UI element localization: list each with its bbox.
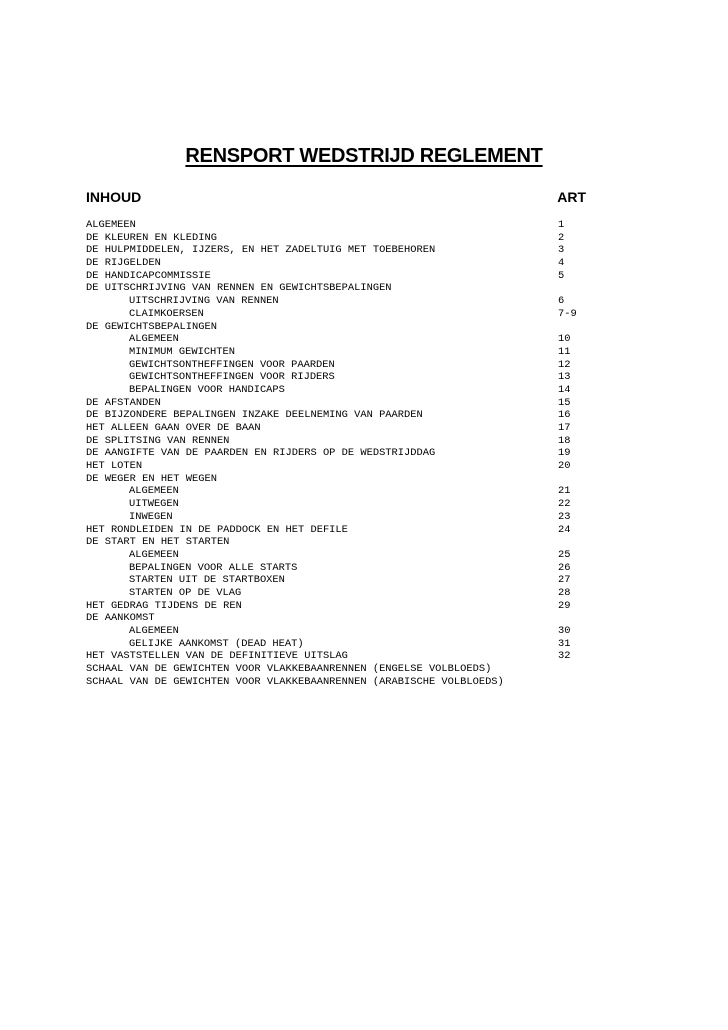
toc-entry-label: DE KLEUREN EN KLEDING bbox=[86, 231, 217, 244]
toc-entry bbox=[86, 359, 582, 372]
toc-entry-article: 15 bbox=[558, 396, 571, 409]
toc-entry bbox=[86, 625, 582, 638]
toc-entry-article: 27 bbox=[558, 574, 571, 587]
toc-entry bbox=[86, 638, 582, 651]
toc-entry-label: DE HANDICAPCOMMISSIE bbox=[86, 269, 211, 282]
toc-entry-article: 3 bbox=[558, 244, 565, 257]
toc-entry bbox=[86, 282, 582, 295]
toc-entry-label: HET LOTEN bbox=[86, 460, 143, 473]
toc-entry-label: ALGEMEEN bbox=[129, 548, 179, 561]
toc-entry-label: ALGEMEEN bbox=[129, 625, 179, 637]
toc-entry bbox=[86, 308, 582, 321]
toc-entry-article: 26 bbox=[558, 561, 571, 574]
toc-entry bbox=[86, 409, 582, 422]
toc-entry bbox=[86, 384, 582, 397]
toc-entry bbox=[86, 498, 582, 511]
toc-entry bbox=[86, 562, 582, 575]
toc-entry bbox=[86, 397, 582, 410]
toc-entry bbox=[86, 485, 582, 498]
toc-entry-article: 5 bbox=[558, 269, 565, 282]
toc-entry-article: 1 bbox=[558, 219, 565, 231]
toc-entry-article: 12 bbox=[558, 358, 571, 371]
article-heading: ART bbox=[557, 189, 586, 205]
toc-entry-label: ALGEMEEN bbox=[129, 485, 179, 498]
toc-entry bbox=[86, 270, 582, 283]
toc-entry-article: 24 bbox=[558, 523, 571, 536]
toc-entry-article: 31 bbox=[558, 637, 571, 650]
toc-entry-label: HET VASTSTELLEN VAN DE DEFINITIEVE UITSLAG bbox=[86, 650, 348, 663]
toc-entry-label: DE UITSCHRIJVING VAN RENNEN EN GEWICHTSBEPALINGEN bbox=[86, 282, 392, 295]
toc-entry-article: 29 bbox=[558, 599, 571, 612]
toc-entry bbox=[86, 524, 582, 537]
toc-entry-label: BEPALINGEN VOOR HANDICAPS bbox=[129, 383, 285, 396]
toc-entry-article: 6 bbox=[558, 295, 565, 308]
toc-entry-label: DE SPLITSING VAN RENNEN bbox=[86, 434, 230, 447]
toc-entry-label: BEPALINGEN VOOR ALLE STARTS bbox=[129, 561, 298, 574]
toc-entry bbox=[86, 422, 582, 435]
toc-entry-article: 2 bbox=[558, 231, 565, 244]
toc-entry-label: DE HULPMIDDELEN, IJZERS, EN HET ZADELTUIG MET TOEBEHOREN bbox=[86, 244, 436, 257]
toc-entry-article: 14 bbox=[558, 383, 571, 396]
toc-entry-label: UITSCHRIJVING VAN RENNEN bbox=[129, 295, 279, 308]
toc-entry bbox=[86, 257, 582, 270]
toc-entry-label: STARTEN UIT DE STARTBOXEN bbox=[129, 574, 285, 587]
toc-entry bbox=[86, 232, 582, 245]
toc-entry-label: MINIMUM GEWICHTEN bbox=[129, 345, 236, 358]
toc-entry-article: 13 bbox=[558, 371, 571, 384]
toc-entry-article: 28 bbox=[558, 586, 571, 599]
toc-entry-label: DE AFSTANDEN bbox=[86, 396, 161, 409]
toc-entry-article: 7-9 bbox=[558, 307, 577, 320]
toc-entry-article: 21 bbox=[558, 485, 571, 498]
toc-entry bbox=[86, 435, 582, 448]
toc-entry-label: GEWICHTSONTHEFFINGEN VOOR RIJDERS bbox=[129, 371, 335, 384]
toc-entry bbox=[86, 574, 582, 587]
toc-entry-label: CLAIMKOERSEN bbox=[129, 307, 204, 320]
toc-entry-label: STARTEN OP DE VLAG bbox=[129, 586, 242, 599]
toc-entry bbox=[86, 600, 582, 613]
toc-entry-article: 18 bbox=[558, 434, 571, 447]
toc-entry bbox=[86, 333, 582, 346]
table-of-contents bbox=[86, 219, 582, 688]
toc-entry bbox=[86, 219, 582, 232]
toc-entry bbox=[86, 473, 582, 486]
toc-entry-label: GEWICHTSONTHEFFINGEN VOOR PAARDEN bbox=[129, 358, 335, 371]
toc-entry bbox=[86, 321, 582, 334]
toc-entry bbox=[86, 549, 582, 562]
toc-entry-article: 32 bbox=[558, 650, 571, 663]
toc-entry-label: DE BIJZONDERE BEPALINGEN INZAKE DEELNEMING VAN PAARDEN bbox=[86, 409, 423, 422]
toc-entry-label: INWEGEN bbox=[129, 510, 173, 523]
toc-entry bbox=[86, 460, 582, 473]
toc-entry bbox=[86, 346, 582, 359]
toc-entry bbox=[86, 536, 582, 549]
toc-entry-label: SCHAAL VAN DE GEWICHTEN VOOR VLAKKEBAANRENNEN (ARABISCHE VOLBLOEDS) bbox=[86, 675, 504, 688]
toc-entry bbox=[86, 663, 582, 676]
toc-entry-article: 4 bbox=[558, 257, 565, 270]
toc-entry-label: DE AANKOMST bbox=[86, 612, 155, 625]
contents-header bbox=[86, 189, 586, 207]
toc-entry-label: HET GEDRAG TIJDENS DE REN bbox=[86, 599, 242, 612]
toc-entry-label: HET ALLEEN GAAN OVER DE BAAN bbox=[86, 422, 261, 434]
toc-entry-label: ALGEMEEN bbox=[129, 333, 179, 346]
toc-entry bbox=[86, 447, 582, 460]
toc-entry bbox=[86, 650, 582, 663]
toc-entry-label: DE WEGER EN HET WEGEN bbox=[86, 472, 217, 485]
toc-entry-article: 10 bbox=[558, 333, 571, 346]
toc-entry-article: 19 bbox=[558, 447, 571, 460]
toc-entry-label: DE AANGIFTE VAN DE PAARDEN EN RIJDERS OP DE WEDSTRIJDDAG bbox=[86, 447, 436, 460]
toc-entry bbox=[86, 511, 582, 524]
toc-entry-label: DE START EN HET STARTEN bbox=[86, 536, 230, 549]
contents-heading: INHOUD bbox=[86, 189, 142, 205]
toc-entry bbox=[86, 295, 582, 308]
toc-entry-article: 30 bbox=[558, 625, 571, 637]
toc-entry bbox=[86, 612, 582, 625]
toc-entry-label: DE GEWICHTSBEPALINGEN bbox=[86, 320, 217, 333]
toc-entry-article: 16 bbox=[558, 409, 571, 422]
toc-entry-article: 25 bbox=[558, 548, 571, 561]
toc-entry-label: GELIJKE AANKOMST (DEAD HEAT) bbox=[129, 637, 304, 650]
toc-entry-article: 22 bbox=[558, 498, 571, 511]
toc-entry-label: DE RIJGELDEN bbox=[86, 257, 161, 270]
toc-entry bbox=[86, 371, 582, 384]
toc-entry-label: HET RONDLEIDEN IN DE PADDOCK EN HET DEFILE bbox=[86, 523, 348, 536]
toc-entry-article: 20 bbox=[558, 460, 571, 473]
toc-entry bbox=[86, 676, 582, 689]
document-title: RENSPORT WEDSTRIJD REGLEMENT bbox=[185, 145, 543, 167]
toc-entry-label: SCHAAL VAN DE GEWICHTEN VOOR VLAKKEBAANRENNEN (ENGELSE VOLBLOEDS) bbox=[86, 663, 492, 676]
toc-entry-article: 11 bbox=[558, 345, 571, 358]
toc-entry bbox=[86, 587, 582, 600]
toc-entry-article: 17 bbox=[558, 422, 571, 434]
toc-entry-label: UITWEGEN bbox=[129, 498, 179, 511]
toc-entry-label: ALGEMEEN bbox=[86, 219, 136, 231]
toc-entry-article: 23 bbox=[558, 510, 571, 523]
toc-entry bbox=[86, 244, 582, 257]
